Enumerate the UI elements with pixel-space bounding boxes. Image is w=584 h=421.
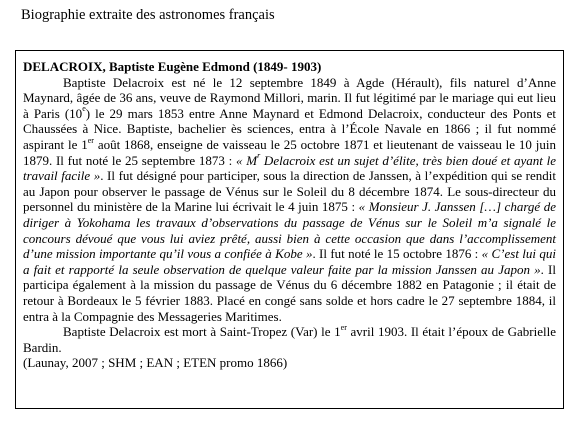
p1-text-d: . Il fut désigné pour participer, sous la direction de Janssen, à l’expédition qui se rendit au Japon pour observer le passage de Vénus sur le Soleil du 8 décembre 1874. Le sous-directeur du personnel du ministère de la Marine lui écrivait le 4 juin 1875 : bbox=[23, 168, 556, 215]
p1-superscript-b: er bbox=[87, 135, 94, 145]
quote-1876: « C’est lui qui a fait et rapporté la seule observation de quelque valeur faite par la mission Janssen au Japon » bbox=[23, 246, 556, 277]
quote-1873-superscript: r bbox=[257, 151, 261, 161]
biography-paragraph-1 bbox=[23, 75, 556, 325]
p1-text-c: août 1868, enseigne de vaisseau le 25 octobre 1871 et lieutenant de vaisseau le 10 juin 1879. Il fut noté le 25 septembre 1873 : bbox=[23, 136, 556, 168]
sources-line: (Launay, 2007 ; SHM ; EAN ; ETEN promo 1866) bbox=[23, 355, 288, 371]
p2-text-a: Baptiste Delacroix est mort à Saint-Tropez (Var) le 1 bbox=[63, 324, 341, 340]
p1-text-b: ) le 29 mars 1853 entre Anne Maynard et Edmond Delacroix, conducteur des Ponts et Chaussées à Nice. Baptiste, bachelier ès sciences, entra à l’École Navale en 1866 ; il fut nommé aspirant le 1 bbox=[23, 105, 556, 152]
quote-1873-open: « M bbox=[236, 152, 258, 168]
p1-text-f: . Il participa également à la mission du passage de Vénus du 6 décembre 1882 en Patagonie ; il était de retour à Bordeaux le 5 février 1883. Placé en congé sans solde et hors cadre le 27 septembre 1884, il entra à la Compagnie des Messageries Maritimes. bbox=[23, 261, 556, 324]
quote-1873-rest: Delacroix est un sujet d’élite, très bien doué et ayant le travail facile » bbox=[23, 152, 556, 184]
p1-superscript-a: e bbox=[82, 104, 86, 114]
p1-text-e: . Il fut noté le 15 octobre 1876 : bbox=[312, 246, 482, 262]
quote-1875: « Monsieur J. Janssen […] chargé de diriger à Yokohama les travaux d’observations du passage de Vénus sur le Soleil m’a signalé le concours dévoué que vous lui aviez prêté, aussi bien à cette occasion que dans l’accomplissement d’une mission importante qu’il vous a confiée à Kobe » bbox=[23, 199, 556, 262]
p1-text-a: Baptiste Delacroix est né le 12 septembre 1849 à Agde (Hérault), fils naturel d’Anne Maynard, âgée de 36 ans, veuve de Raymond Millori, marin. Il fut légitimé par le mariage qui eut lieu à Paris (10 bbox=[23, 74, 556, 121]
p2-superscript: er bbox=[340, 322, 347, 332]
p2-text-b: avril 1903. Il était l’époux de Gabrielle Bardin. bbox=[23, 324, 556, 355]
biography-box bbox=[15, 50, 564, 409]
page-heading: Biographie extraite des astronomes français bbox=[21, 7, 275, 23]
biography-title: DELACROIX, Baptiste Eugène Edmond (1849- 1903) bbox=[23, 59, 322, 74]
biography-paragraph-2 bbox=[23, 324, 556, 355]
